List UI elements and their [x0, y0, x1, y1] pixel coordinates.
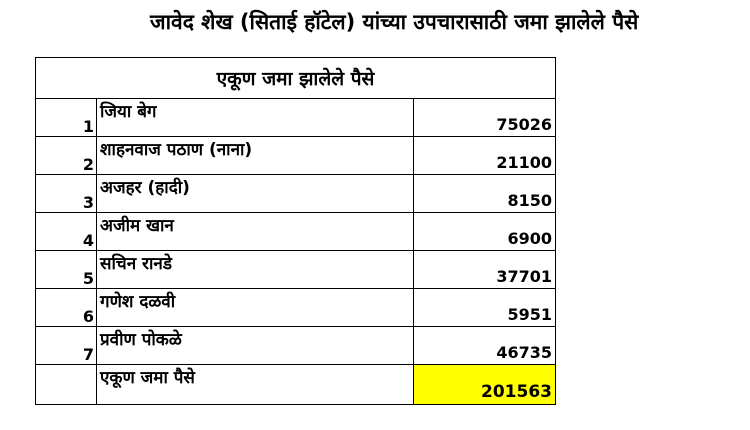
- contribution-amount: 6900: [414, 213, 556, 251]
- total-amount: 201563: [414, 365, 556, 405]
- table-row: [36, 213, 556, 251]
- table-row: [36, 327, 556, 365]
- row-index: 4: [36, 213, 97, 251]
- total-label: एकूण जमा पैसे: [97, 365, 414, 405]
- contributions-table: [35, 57, 556, 405]
- contribution-amount: 46735: [414, 327, 556, 365]
- table-row: [36, 99, 556, 137]
- total-index-cell: [36, 365, 97, 405]
- contributor-name: शाहनवाज पठाण (नाना): [97, 137, 414, 175]
- contribution-amount: 37701: [414, 251, 556, 289]
- row-index: 6: [36, 289, 97, 327]
- total-row: [36, 365, 556, 405]
- page-title: जावेद शेख (सिताई हॉटेल) यांच्या उपचारासाठी जमा झालेले पैसे: [150, 10, 639, 34]
- table-row: [36, 289, 556, 327]
- table-header: एकूण जमा झालेले पैसे: [36, 58, 556, 99]
- row-index: 5: [36, 251, 97, 289]
- contributor-name: सचिन रानडे: [97, 251, 414, 289]
- row-index: 1: [36, 99, 97, 137]
- table-row: [36, 175, 556, 213]
- row-index: 2: [36, 137, 97, 175]
- row-index: 7: [36, 327, 97, 365]
- contribution-amount: 8150: [414, 175, 556, 213]
- table-header-row: [36, 58, 556, 99]
- contribution-amount: 75026: [414, 99, 556, 137]
- contributor-name: अजीम खान: [97, 213, 414, 251]
- contributor-name: जिया बेग: [97, 99, 414, 137]
- row-index: 3: [36, 175, 97, 213]
- table-row: [36, 137, 556, 175]
- contribution-amount: 5951: [414, 289, 556, 327]
- contributor-name: अजहर (हादी): [97, 175, 414, 213]
- contributor-name: गणेश दळवी: [97, 289, 414, 327]
- table-row: [36, 251, 556, 289]
- contributor-name: प्रवीण पोकळे: [97, 327, 414, 365]
- contribution-amount: 21100: [414, 137, 556, 175]
